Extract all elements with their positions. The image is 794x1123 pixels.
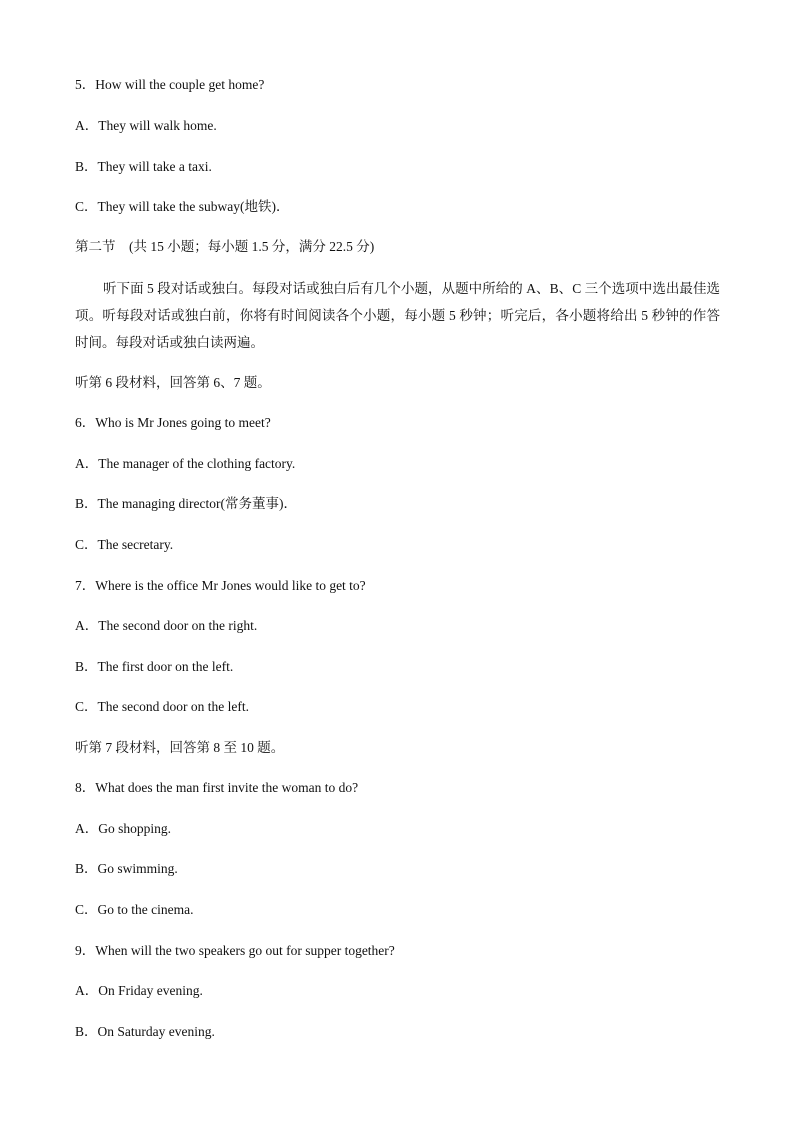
q9-option-a: A．On Friday evening. <box>75 983 203 998</box>
q5-option-a: A．They will walk home. <box>75 118 217 133</box>
q5-option-c: C．They will take the subway(地铁)． <box>75 199 290 214</box>
q6-question: 6．Who is Mr Jones going to meet? <box>75 415 271 430</box>
q8-question: 8．What does the man first invite the woman to do? <box>75 780 359 795</box>
q6-option-b: B．The managing director(常务董事)． <box>75 496 297 511</box>
section-instructions: 听下面 5 段对话或独白。每段对话或独白后有几个小题，从题中所给的 A、B、C 三个选项中选出最佳选项。听每段对话或独白前，你将有时间阅读各个小题，每小题 5 秒钟；听完后，各小题将给出 5 秒钟的作答时间。每段对话或独白读两遍。 <box>75 281 720 350</box>
q8-option-b: B．Go swimming. <box>75 861 178 876</box>
q6-option-c: C．The secretary. <box>75 537 174 552</box>
q7-question: 7．Where is the office Mr Jones would like to get to? <box>75 578 366 593</box>
q9-question: 9．When will the two speakers go out for supper together? <box>75 943 395 958</box>
q9-option-b: B．On Saturday evening. <box>75 1024 215 1039</box>
q6-option-a: A．The manager of the clothing factory. <box>75 456 296 471</box>
q7-option-b: B．The first door on the left. <box>75 659 234 674</box>
q7-option-c: C．The second door on the left. <box>75 699 249 714</box>
material-7-heading: 听第 7 段材料，回答第 8 至 10 题。 <box>75 740 285 755</box>
q7-option-a: A．The second door on the right. <box>75 618 258 633</box>
material-6-heading: 听第 6 段材料，回答第 6、7 题。 <box>75 375 271 390</box>
q8-option-a: A．Go shopping. <box>75 821 172 836</box>
q8-option-c: C．Go to the cinema. <box>75 902 194 917</box>
section-heading: 第二节 (共 15 小题；每小题 1.5 分，满分 22.5 分) <box>75 239 375 254</box>
q5-question: 5．How will the couple get home? <box>75 77 265 92</box>
q5-option-b: B．They will take a taxi. <box>75 159 212 174</box>
